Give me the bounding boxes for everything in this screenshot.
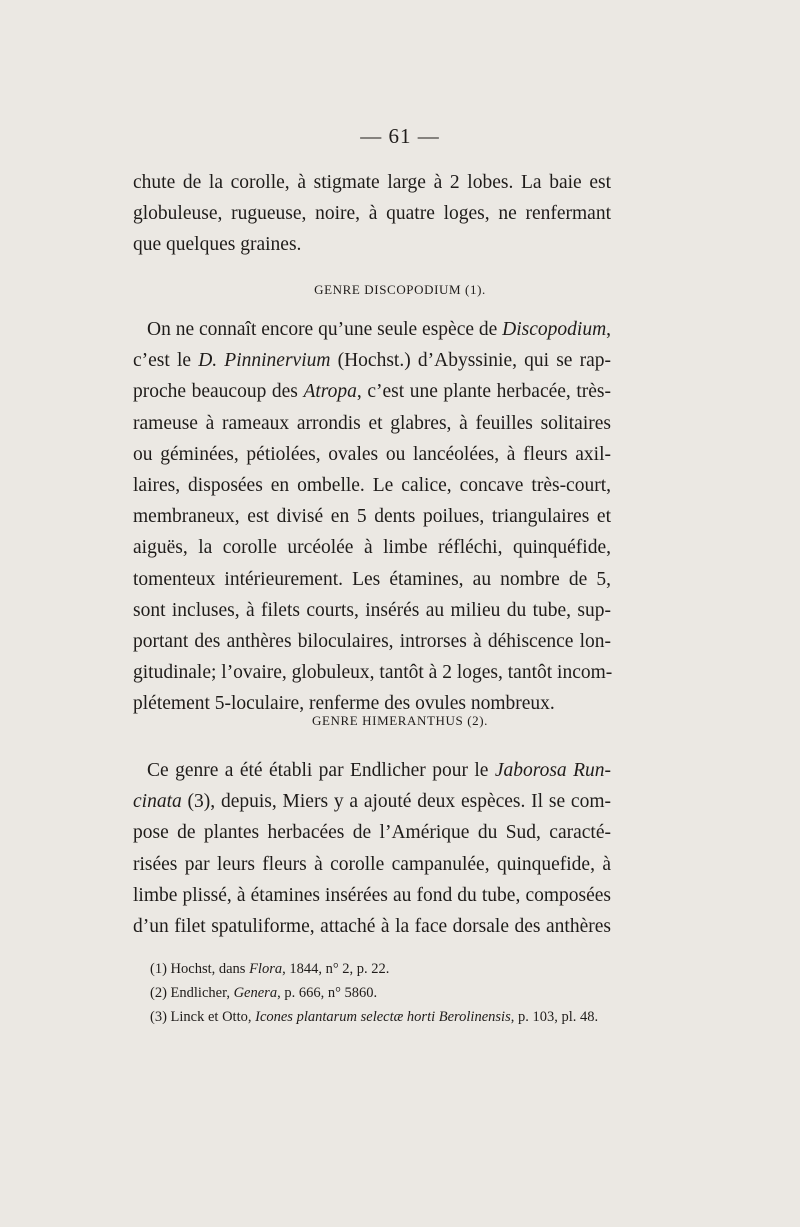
intro-paragraph: [133, 167, 611, 261]
text-line: proche beaucoup des Atropa, c’est une plante herbacée, très-: [133, 381, 611, 403]
text-line: limbe plissé, à étamines insérées au fond du tube, composées: [133, 884, 611, 906]
himeranthus-paragraph: [133, 755, 611, 942]
text-line: aiguës, la corolle urcéolée à limbe réfléchi, quinquéfide,: [133, 537, 611, 559]
footnote-1: (1) Hochst, dans Flora, 1844, n° 2, p. 22.: [150, 961, 390, 977]
text-line: d’un filet spatuliforme, attaché à la face dorsale des anthères: [133, 915, 611, 937]
text-line: pose de plantes herbacées de l’Amérique du Sud, caracté-: [133, 822, 611, 844]
text-line: sont incluses, à filets courts, insérés au milieu du tube, sup-: [133, 599, 611, 621]
text-line: plétement 5-loculaire, renferme des ovules nombreux.: [133, 693, 555, 715]
text-line: rameuse à rameaux arrondis et glabres, à feuilles solitaires: [133, 412, 611, 434]
text-line: cinata (3), depuis, Miers y a ajouté deux espèces. Il se com-: [133, 791, 611, 813]
footnotes: [150, 957, 620, 1029]
text-line: Ce genre a été établi par Endlicher pour le Jaborosa Run-: [147, 760, 611, 781]
text-line: que quelques graines.: [133, 234, 302, 256]
text-line: membraneux, est divisé en 5 dents poilues, triangulaires et: [133, 506, 611, 528]
text-line: laires, disposées en ombelle. Le calice, concave très-court,: [133, 474, 611, 496]
footnote-2: (2) Endlicher, Genera, p. 666, n° 5860.: [150, 985, 378, 1001]
text-line: risées par leurs fleurs à corolle campanulée, quinquefide, à: [133, 853, 611, 875]
discopodium-paragraph: [133, 314, 611, 719]
text-line: c’est le D. Pinninervium (Hochst.) d’Abyssinie, qui se rap-: [133, 350, 611, 372]
text-line: tomenteux intérieurement. Les étamines, au nombre de 5,: [133, 568, 611, 590]
page-number: — 61 —: [360, 124, 440, 148]
text-line: portant des anthères biloculaires, introrses à déhiscence lon-: [133, 630, 611, 652]
section-heading-himeranthus: GENRE HIMERANTHUS (2).: [311, 713, 489, 728]
text-line: globuleuse, rugueuse, noire, à quatre loges, ne renfermant: [133, 203, 611, 225]
text-line: chute de la corolle, à stigmate large à 2 lobes. La baie est: [133, 172, 611, 193]
text-line: ou géminées, pétiolées, ovales ou lancéolées, à fleurs axil-: [133, 443, 611, 465]
section-heading-discopodium: GENRE DISCOPODIUM (1).: [314, 282, 486, 297]
text-line: On ne connaît encore qu’une seule espèce de Discopodium,: [147, 319, 612, 340]
footnote-3: (3) Linck et Otto, Icones plantarum selectæ horti Berolinensis, p. 103, pl. 48.: [150, 1009, 599, 1025]
text-line: gitudinale; l’ovaire, globuleux, tantôt à 2 loges, tantôt incom-: [133, 662, 613, 684]
